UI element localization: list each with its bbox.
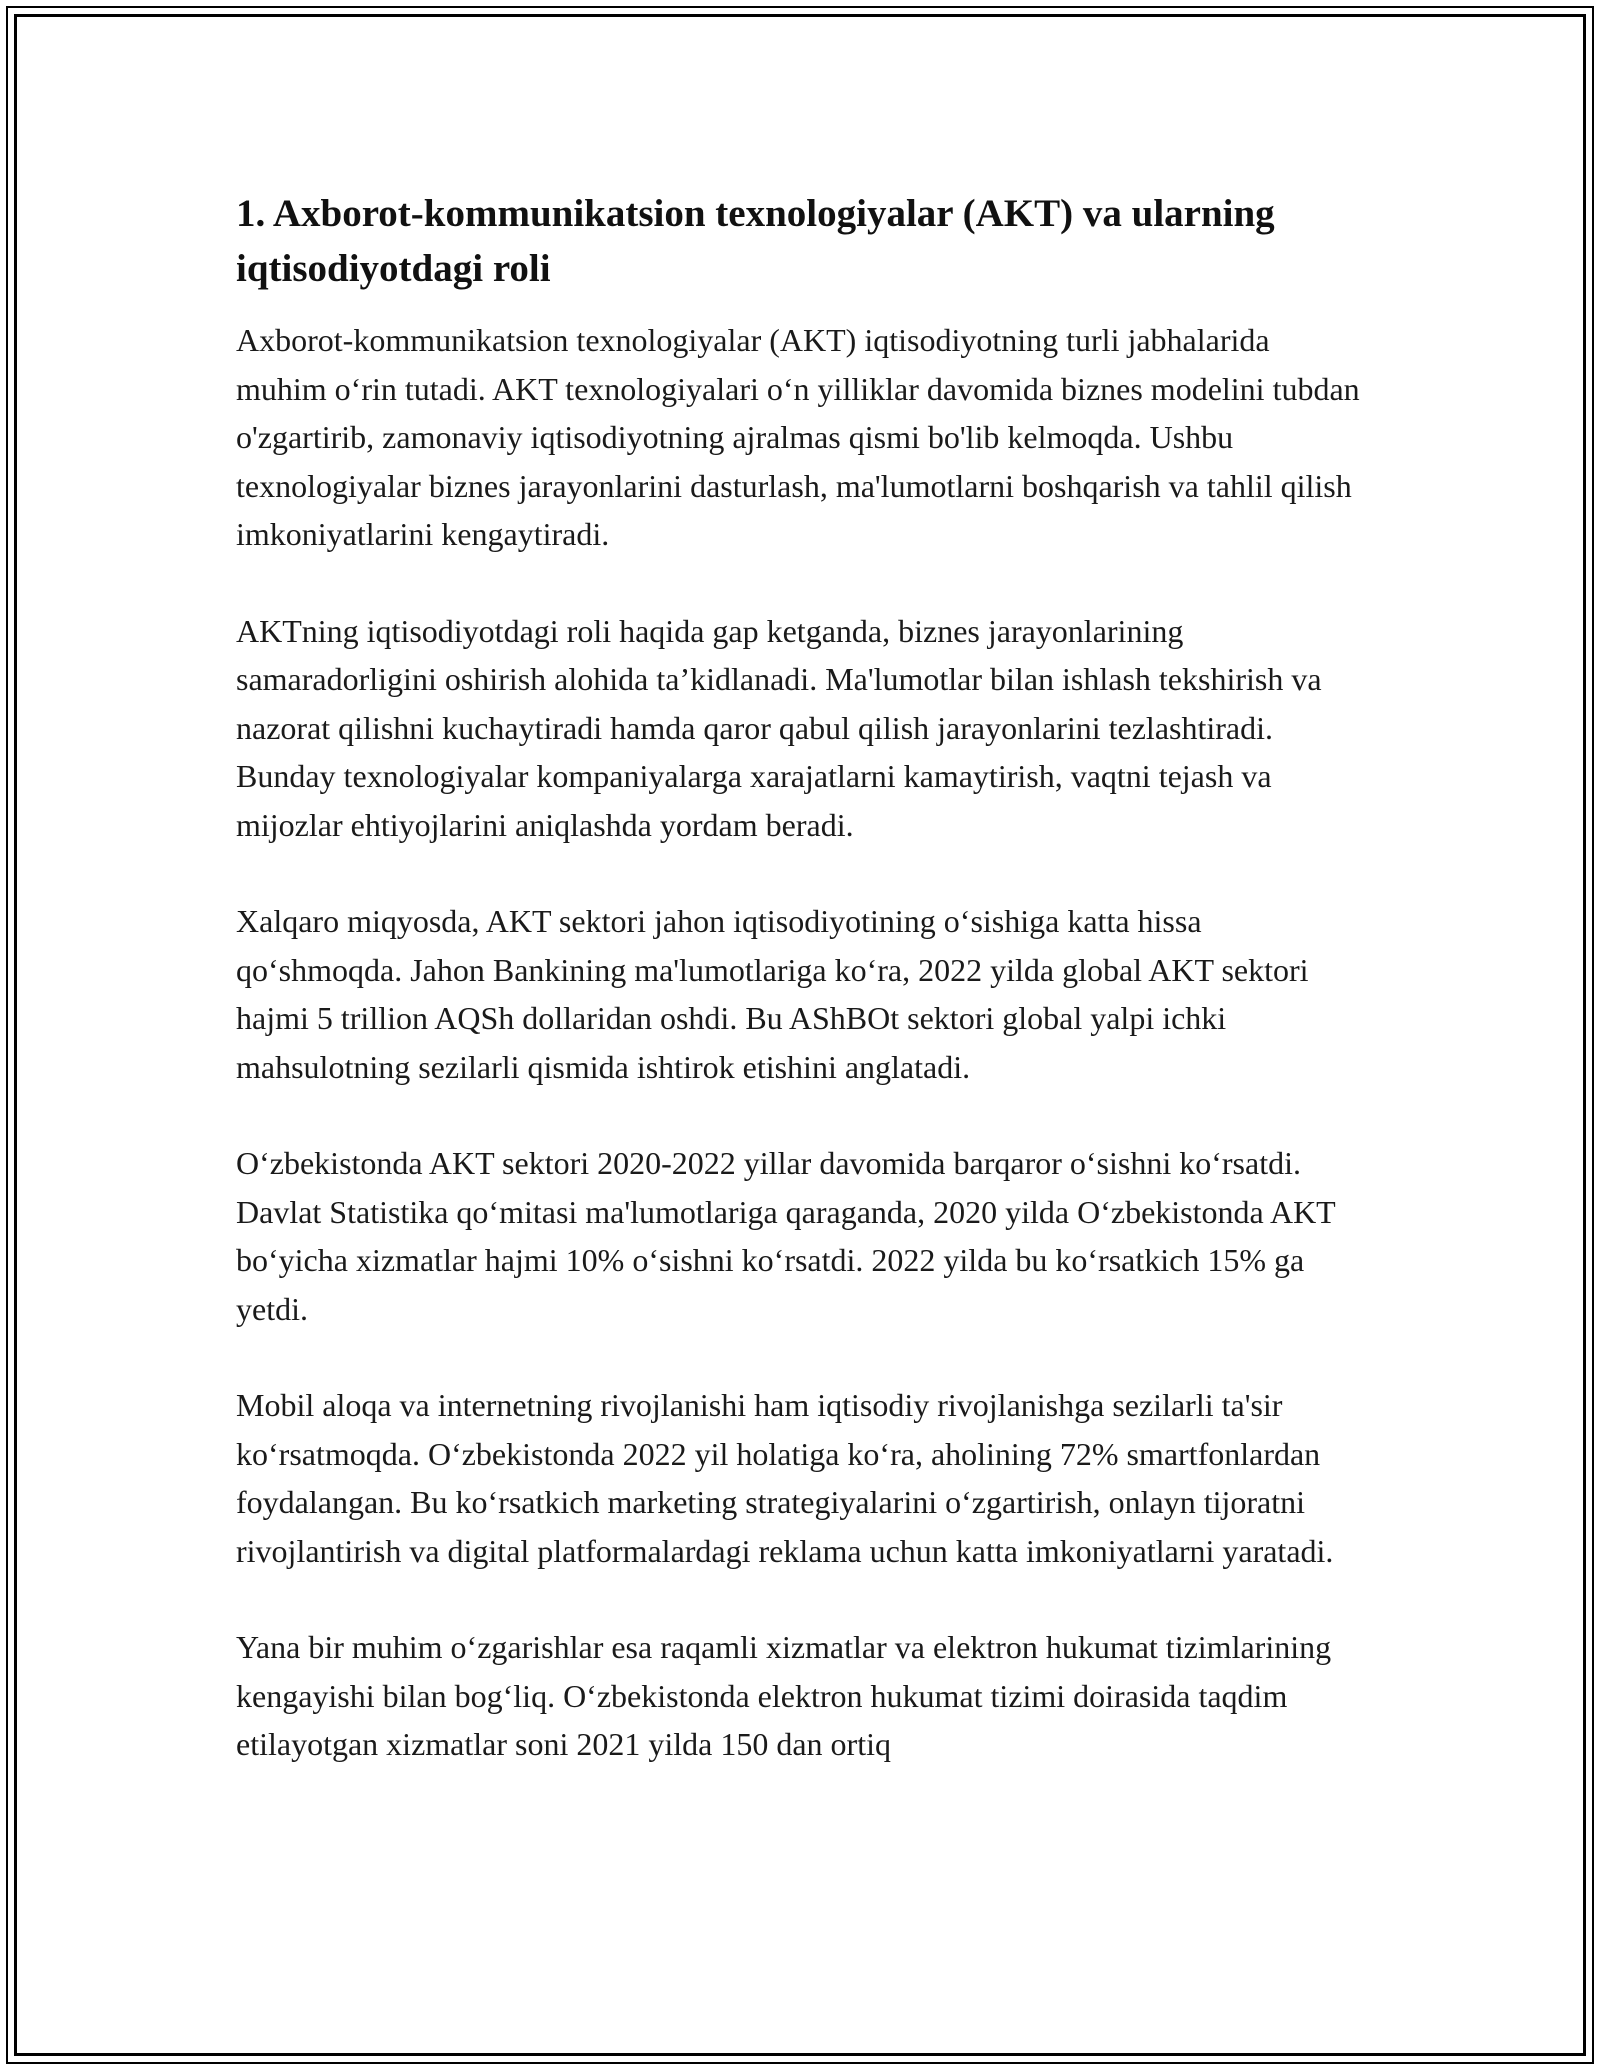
paragraph-uzbekistan-growth: Oʻzbekistonda AKT sektori 2020-2022 yillar davomida barqaror oʻsishni koʻrsatdi. Davlat Statistika qoʻmitasi ma'lumotlariga qaraganda, 2020 yilda Oʻzbekistonda AKT boʻyicha xizmatlar hajmi 10% oʻsishni koʻrsatdi. 2022 yilda bu koʻrsatkich 15% ga yetdi. (236, 1145, 1336, 1327)
paragraph-akt-economic-role: AKTning iqtisodiyotdagi roli haqida gap ketganda, biznes jarayonlarining samaradorligini oshirish alohida ta’kidlanadi. Ma'lumotlar bilan ishlash tekshirish va nazorat qilishni kuchaytiradi hamda qaror qabul qilish jarayonlarini tezlashtiradi. Bunday texnologiyalar kompaniyalarga xarajatlarni kamaytirish, vaqtni tejash va mijozlar ehtiyojlarini aniqlashda yordam beradi. (236, 612, 1322, 843)
document-body (236, 186, 1366, 1769)
section-heading: 1. Axborot-kommunikatsion texnologiyalar (AKT) va ularning iqtisodiyotdagi roli (236, 192, 1275, 290)
paragraph-international-scale: Xalqaro miqyosda, AKT sektori jahon iqtisodiyotining oʻsishiga katta hissa qoʻshmoqda. Jahon Bankining ma'lumotlariga koʻra, 2022 yilda global AKT sektori hajmi 5 trillion AQSh dollaridan oshdi. Bu AShBOt sektori global yalpi ichki mahsulotning sezilarli qismida ishtirok etishini anglatadi. (236, 903, 1309, 1085)
paragraph-akt-intro: Axborot-kommunikatsion texnologiyalar (AKT) iqtisodiyotning turli jabhalarida muhim oʻrin tutadi. AKT texnologiyalari oʻn yilliklar davomida biznes modelini tubdan o'zgartirib, zamonaviy iqtisodiyotning ajralmas qismi bo'lib kelmoqda. Ushbu texnologiyalar biznes jarayonlarini dasturlash, ma'lumotlarni boshqarish va tahlil qilish imkoniyatlarini kengaytiradi. (236, 322, 1360, 552)
paragraph-e-government: Yana bir muhim oʻzgarishlar esa raqamli xizmatlar va elektron hukumat tizimlarining kengayishi bilan bogʻliq. Oʻzbekistonda elektron hukumat tizimi doirasida taqdim etilayotgan xizmatlar soni 2021 yilda 150 dan ortiq (236, 1629, 1332, 1762)
paragraph-mobile-internet: Mobil aloqa va internetning rivojlanishi ham iqtisodiy rivojlanishga sezilarli ta'sir koʻrsatmoqda. Oʻzbekistonda 2022 yil holatiga koʻra, aholining 72% smartfonlardan foydalangan. Bu koʻrsatkich marketing strategiyalarini oʻzgartirish, onlayn tijoratni rivojlantirish va digital platformalardagi reklama uchun katta imkoniyatlarni yaratadi. (236, 1387, 1334, 1569)
